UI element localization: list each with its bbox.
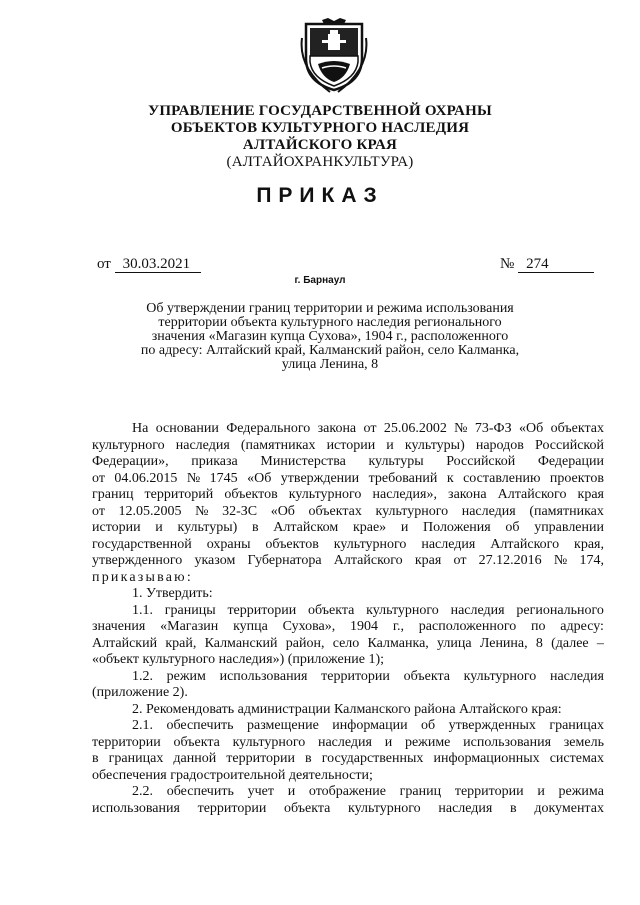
word: культурного (463, 668, 537, 684)
word: использования (219, 668, 308, 684)
word: село (332, 635, 360, 651)
word: Положения (423, 520, 491, 535)
word: документах (534, 800, 604, 816)
word: территории (227, 602, 297, 618)
word: границы (164, 602, 216, 618)
subject-line: территории объекта культурного наследия регионального (158, 315, 502, 330)
word: территорий (144, 487, 214, 502)
word: края (577, 487, 604, 502)
word: об (505, 520, 520, 535)
word: земель (563, 734, 604, 750)
word: культурного (348, 800, 421, 816)
word: требований (368, 470, 438, 486)
order-date (97, 256, 201, 273)
word: использования (463, 734, 552, 750)
word: составлению (463, 470, 541, 486)
word: Алтайского (490, 536, 560, 552)
document-body (92, 421, 604, 817)
word: отображение (308, 784, 386, 799)
word: Алтайского (333, 553, 403, 568)
word: значения (92, 619, 146, 634)
word: купца (233, 619, 268, 634)
word: 27.12.2016 (478, 553, 542, 568)
justified-line (92, 751, 604, 768)
word: наследия (421, 536, 476, 552)
word: территории (197, 800, 267, 816)
word: 8 (535, 635, 543, 651)
word: границ (92, 487, 134, 502)
word: объекта (307, 602, 355, 618)
justified-line (92, 619, 604, 636)
word: № (454, 421, 468, 436)
word: закона (317, 421, 357, 436)
word: район, (285, 635, 325, 651)
word: охраны (206, 536, 251, 552)
word: объектов (265, 536, 319, 552)
word: края, (574, 536, 604, 552)
word: г., (392, 619, 404, 634)
word: в (92, 751, 99, 766)
number-value: 274 (518, 257, 594, 273)
word: культурного (92, 437, 165, 453)
justified-line (92, 487, 604, 504)
word: Российской (535, 437, 604, 453)
word: 73-ФЗ (474, 421, 512, 436)
word: № (553, 553, 568, 568)
word: Алтайского (497, 487, 567, 502)
subject-line: Об утверждении границ территории и режима использования (146, 301, 514, 316)
justified-line (92, 421, 604, 438)
word: наследия (438, 800, 493, 816)
word: культуры) (177, 520, 238, 535)
justified-line (92, 471, 604, 488)
word: объекта (173, 734, 220, 750)
word: объектах (308, 503, 362, 519)
justified-line (92, 520, 604, 537)
word: территории (321, 668, 390, 684)
word: «Об (519, 421, 544, 436)
word: «Об (270, 503, 295, 519)
word: управлении (534, 520, 604, 535)
word: 1.2. (132, 668, 153, 684)
word: Сухова», (282, 619, 336, 634)
word: территории (92, 734, 161, 750)
word: от (92, 470, 105, 486)
word: крае» (352, 520, 387, 535)
word: об (421, 718, 436, 733)
word: На (132, 421, 149, 436)
word: утвержденного (92, 553, 183, 568)
word: народов (475, 437, 524, 453)
word: № (195, 503, 209, 519)
word: государственной (92, 536, 192, 552)
justified-line (92, 553, 604, 570)
city-name: г. Барнаул (294, 275, 346, 286)
word: и (537, 784, 545, 799)
justified-line (92, 718, 604, 735)
word: Калманка, (367, 635, 429, 651)
word: расположенного (418, 619, 517, 634)
word: культурного (366, 602, 439, 618)
word: 12.05.2005 (118, 503, 182, 519)
word: и (155, 520, 163, 535)
word: 174, (579, 553, 604, 568)
word: в (305, 751, 312, 766)
word: истории (326, 437, 376, 453)
word: 04.06.2015 (114, 470, 178, 486)
word: 2.2. (132, 784, 153, 799)
org-line: АЛТАЙСКОГО КРАЯ (242, 137, 398, 153)
word: и (400, 520, 409, 535)
justified-line (92, 603, 604, 620)
word: и (287, 784, 296, 799)
word: культуры (368, 454, 424, 469)
word: наследия (461, 503, 516, 519)
word: Министерства (260, 454, 346, 469)
word: информации (332, 718, 408, 733)
word: Алтайский (92, 635, 158, 651)
justified-line (92, 735, 604, 752)
word: Российской (446, 454, 516, 469)
word: (памятниках (240, 437, 316, 453)
word: утвержденных (448, 718, 536, 733)
word: в (510, 800, 517, 816)
word: информационных (433, 751, 540, 766)
word: Ленина, (479, 635, 528, 651)
word: режиме (404, 734, 451, 750)
word: края (414, 553, 442, 568)
decree-word: приказываю: (92, 569, 193, 585)
item-2-2 (92, 784, 604, 817)
word: основании (155, 421, 219, 436)
word: улица (437, 635, 472, 651)
word: наследия (450, 602, 505, 618)
word: наследия», (372, 487, 437, 502)
document-type-title: ПРИКАЗ (256, 184, 384, 207)
subject-line: значения «Магазин купца Сухова», 1904 г., расположенного (151, 329, 509, 344)
item-1-1 (92, 603, 604, 669)
org-line: ОБЪЕКТОВ КУЛЬТУРНОГО НАСЛЕДИЯ (170, 120, 470, 136)
justified-line (92, 784, 604, 801)
word: приказа (191, 454, 238, 469)
word: наследия (549, 668, 604, 684)
word: Федерации», (92, 454, 169, 469)
item-1-2 (92, 669, 604, 702)
word: наследия (317, 734, 372, 750)
word: 25.06.2002 (383, 421, 447, 436)
subject-line: по адресу: Алтайский край, Калманский район, село Калманка, (140, 343, 520, 358)
word: культурного (288, 487, 362, 502)
word: «Об (247, 470, 272, 486)
word: границах (549, 718, 604, 733)
word: границ (399, 784, 442, 799)
word: № (186, 470, 201, 486)
word: Федерального (226, 421, 311, 436)
coat-of-arms-emblem (300, 18, 368, 94)
word: режим (166, 668, 206, 684)
word: наследия (175, 437, 230, 453)
justified-line (92, 438, 604, 455)
word: от (363, 421, 377, 436)
text-line: (приложение 2). (92, 685, 188, 700)
word: объектах (550, 421, 604, 436)
word: указом (194, 553, 236, 568)
word: от (92, 503, 105, 519)
justified-line (92, 454, 604, 471)
word: 1745 (209, 470, 238, 486)
word: по (531, 619, 546, 634)
word: и (384, 734, 393, 750)
word: 32-ЗС (222, 503, 258, 519)
justified-line (92, 801, 604, 818)
word: от (453, 553, 467, 568)
word: культуры) (404, 437, 465, 453)
text-line: обеспечения градостроительной деятельности; (92, 767, 373, 783)
word: Федерации (537, 454, 604, 469)
word: государственных (321, 751, 424, 766)
date-label: от (97, 256, 111, 272)
word: регионального (516, 602, 604, 618)
word: территории (226, 751, 295, 766)
word: культурного (333, 536, 407, 552)
justified-line (92, 636, 604, 653)
word: границах (108, 751, 164, 766)
word: объекта (403, 668, 450, 684)
justified-line (92, 537, 604, 554)
word: использования (92, 800, 180, 816)
word: утверждении (280, 470, 360, 486)
item-2-1 (92, 718, 604, 784)
item-1: 1. Утвердить: (132, 586, 213, 601)
word: край, (165, 635, 197, 651)
word: – (596, 635, 604, 651)
word: Губернатора (247, 553, 322, 568)
subject-line: улица Ленина, 8 (281, 357, 379, 372)
org-line: (АЛТАЙОХРАНКУЛЬТУРА) (226, 154, 414, 170)
word: (далее (551, 635, 589, 651)
organization-name (0, 103, 640, 171)
word: Алтайском (273, 520, 339, 535)
word: учет (247, 784, 274, 799)
item-2: 2. Рекомендовать администрации Калманского района Алтайского края: (132, 701, 562, 717)
word: к (446, 470, 454, 486)
justified-line (92, 669, 604, 686)
word: 1.1. (132, 602, 153, 618)
word: Калманский (204, 635, 278, 651)
text-line: «объект культурного наследия») (приложение 1); (92, 652, 384, 667)
word: (памятниках (529, 503, 604, 519)
word: объектов (224, 487, 278, 502)
word: обеспечить (166, 784, 234, 799)
word: территории (454, 784, 524, 799)
word: проектов (549, 470, 604, 486)
word: культурного (232, 734, 306, 750)
word: закона (448, 487, 487, 502)
order-number (500, 256, 594, 273)
word: данной (173, 751, 217, 766)
word: объекта (284, 800, 331, 816)
word: культурного (375, 503, 449, 519)
word: 2.1. (132, 718, 153, 733)
word: истории (92, 520, 141, 535)
number-label: № (500, 256, 515, 272)
word: режима (558, 784, 604, 799)
org-line: УПРАВЛЕНИЕ ГОСУДАРСТВЕННОЙ ОХРАНЫ (148, 103, 492, 119)
word: обеспечить (166, 718, 234, 733)
date-value: 30.03.2021 (115, 257, 201, 273)
justified-line (92, 504, 604, 521)
word: системах (549, 751, 604, 766)
word: размещение (247, 718, 319, 733)
order-subject (80, 302, 580, 372)
preamble-paragraph (92, 421, 604, 570)
word: и (386, 437, 394, 453)
word: адресу: (560, 619, 604, 634)
word: в (251, 520, 259, 535)
word: «Магазин (160, 619, 219, 634)
word: 1904 (350, 619, 379, 634)
